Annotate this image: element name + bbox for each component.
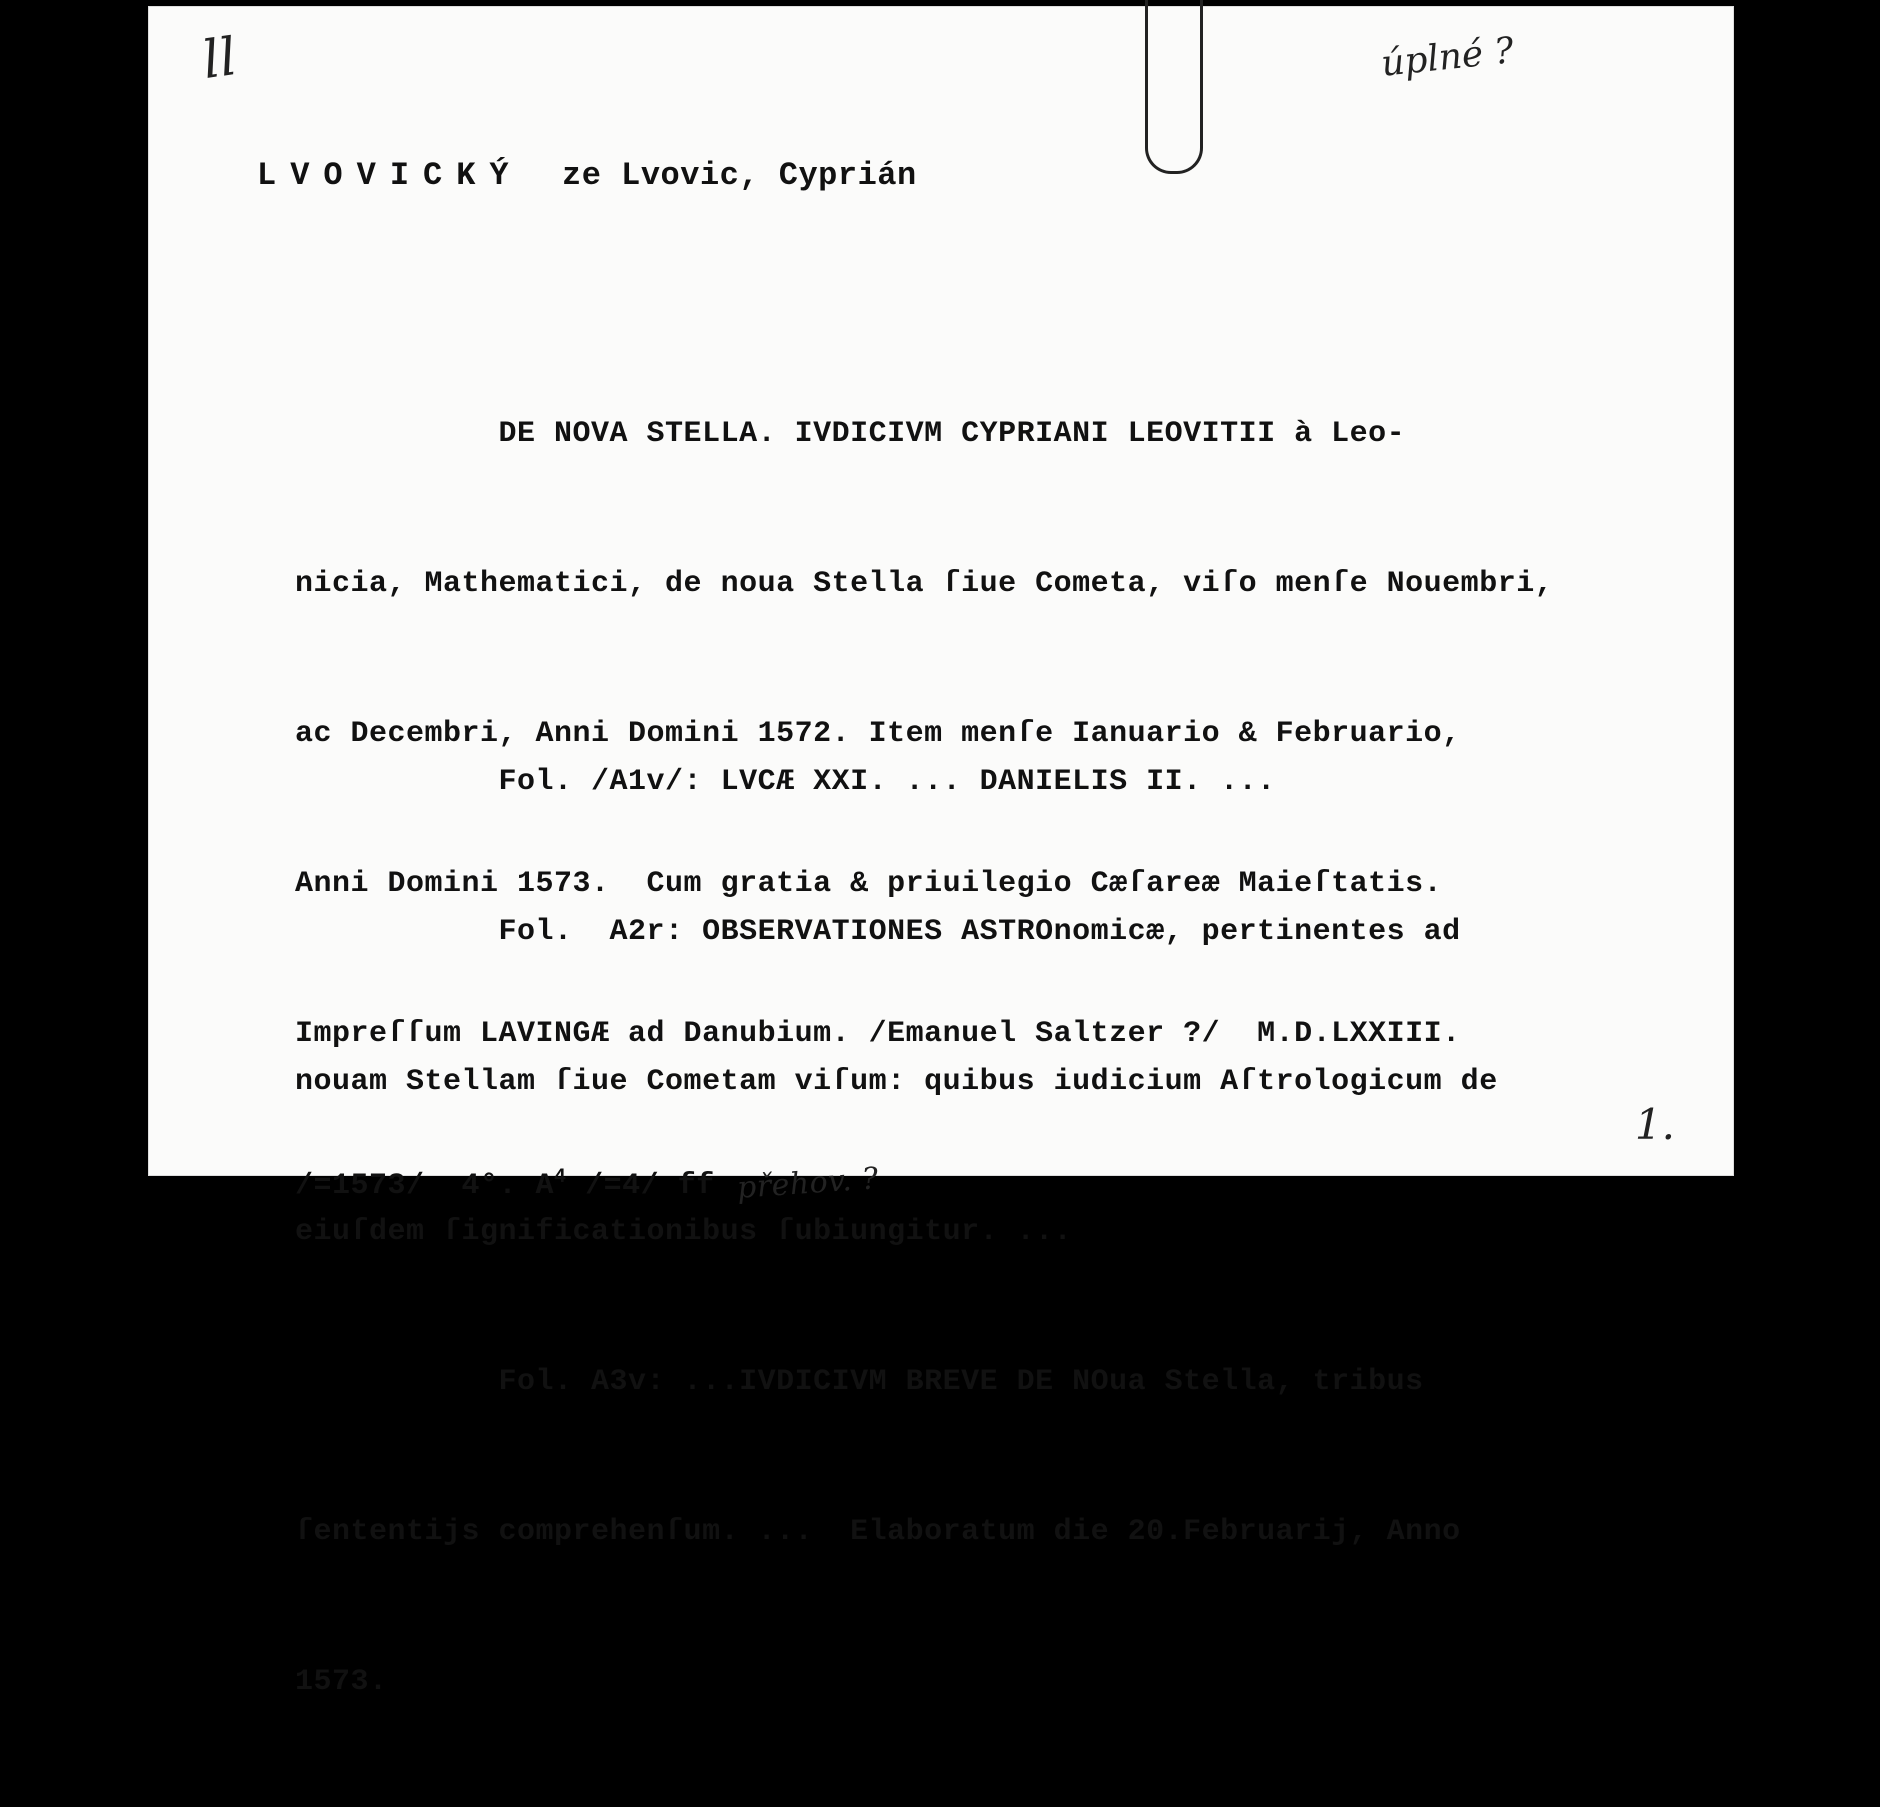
handwritten-card-number: 1. (1634, 1100, 1675, 1149)
collation-suffix: /=4/ ff (566, 1169, 715, 1203)
handwritten-margin-note: přehov. ? (735, 1161, 880, 1206)
title-line: ac Decembri, Anni Domini 1572. Item menſe Ianuario & Februario, (295, 717, 1461, 751)
handwritten-top-note: úplné ? (1379, 30, 1516, 85)
collation-superscript: 4 (554, 1166, 567, 1189)
title-line: Anni Domini 1573. Cum gratia & priuilegio Cæſareæ Maieſtatis. (295, 867, 1443, 901)
punch-slot (1145, 0, 1203, 174)
folio-notes (295, 657, 1635, 1807)
folio-line: ſententijs comprehenſum. ... Elaboratum die 20.Februarij, Anno (295, 1515, 1461, 1549)
folio-line: nouam Stellam ſiue Cometam viſum: quibus iudicium Aſtrologicum de (295, 1065, 1498, 1099)
title-line: DE NOVA STELLA. IVDICIVM CYPRIANI LEOVITII à Leo- (295, 417, 1406, 451)
folio-line: Fol. /A1v/: LVCÆ XXI. ... DANIELIS II. ... (295, 765, 1276, 799)
catalog-card (148, 6, 1734, 1699)
folio-line: 1573. (295, 1665, 388, 1699)
author-name-rest: ze Lvovic, Cyprián (562, 157, 917, 194)
folio-line: eiuſdem ſignificationibus ſubiungitur. ... (295, 1215, 1073, 1249)
title-line: nicia, Mathematici, de noua Stella ſiue Cometa, viſo menſe Nouembri, (295, 567, 1554, 601)
collation-prefix: /=1573/ 4°. A (295, 1169, 555, 1203)
handwritten-corner-mark: ll (198, 26, 241, 92)
title-line: Impreſſum LAVINGÆ ad Danubium. /Emanuel Saltzer ?/ M.D.LXXIII. (295, 1017, 1461, 1051)
author-surname: LVOVICKÝ (257, 157, 523, 194)
folio-line: Fol. A3v: ...IVDICIVM BREVE DE NOua Stella, tribus (295, 1365, 1424, 1399)
author-heading (257, 157, 917, 194)
folio-line: Fol. A2r: OBSERVATIONES ASTROnomicæ, pertinentes ad (295, 915, 1461, 949)
